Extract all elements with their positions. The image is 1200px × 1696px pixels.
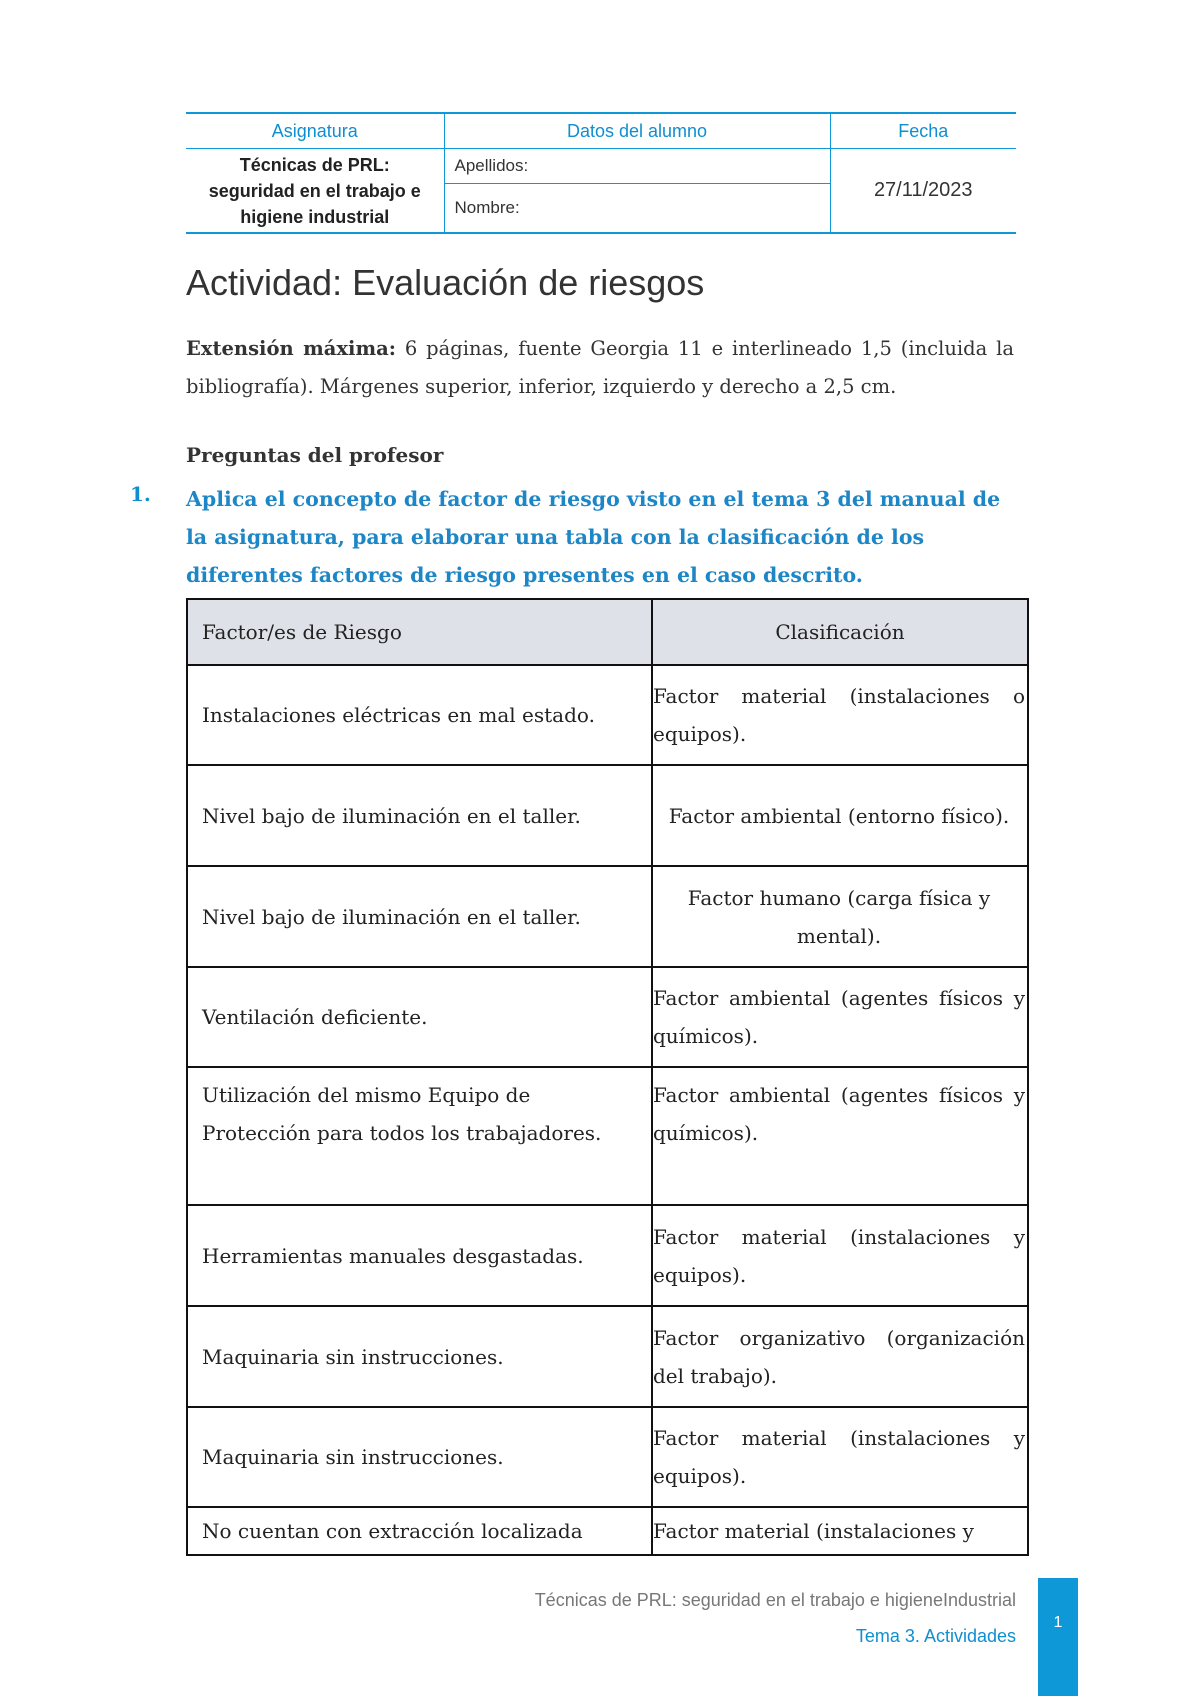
class-cell: Factor humano (carga física y mental). (652, 866, 1028, 967)
class-cell: Factor ambiental (agentes físicos y químicos). (652, 967, 1028, 1067)
header-col-date: Fecha (830, 113, 1016, 149)
factor-cell: Maquinaria sin instrucciones. (187, 1407, 652, 1507)
factor-cell: Utilización del mismo Equipo de Protección para todos los trabajadores. (187, 1067, 652, 1205)
subject-line-1: Técnicas de PRL: (239, 154, 390, 175)
question-text: Aplica el concepto de factor de riesgo visto en el tema 3 del manual de la asignatura, para elaborar una tabla con la clasificación de los diferentes factores de riesgo presentes en el caso descrito. (186, 487, 1001, 587)
page-title: Actividad: Evaluación de riesgos (186, 262, 705, 303)
class-cell: Factor ambiental (agentes físicos y químicos). (652, 1067, 1028, 1205)
table-row (187, 866, 1028, 967)
subject-cell (186, 149, 444, 234)
col-class-header: Clasificación (652, 599, 1028, 665)
subject-line-3: higiene industrial (240, 206, 390, 227)
subject-line-2: seguridad en el trabajo e (208, 180, 421, 201)
col-factor-header: Factor/es de Riesgo (187, 599, 652, 665)
surname-field: Apellidos: (444, 149, 830, 184)
table-row (187, 1407, 1028, 1507)
questions-heading: Preguntas del profesor (186, 443, 444, 467)
header-table (186, 112, 1016, 234)
class-cell: Factor organizativo (organización del trabajo). (652, 1306, 1028, 1407)
factor-cell: Nivel bajo de iluminación en el taller. (187, 765, 652, 866)
table-row (187, 1067, 1028, 1205)
factor-cell: No cuentan con extracción localizada (187, 1507, 652, 1555)
table-row (187, 1507, 1028, 1555)
name-field: Nombre: (444, 184, 830, 234)
page-number: 1 (1053, 1614, 1063, 1631)
class-cell: Factor material (instalaciones o equipos). (652, 665, 1028, 765)
table-row (187, 665, 1028, 765)
factor-cell: Maquinaria sin instrucciones. (187, 1306, 652, 1407)
date-value: 27/11/2023 (830, 149, 1016, 234)
footer-topic: Tema 3. Actividades (855, 1626, 1016, 1646)
extension-paragraph (186, 330, 1014, 406)
header-col-subject: Asignatura (186, 113, 444, 149)
class-cell: Factor material (instalaciones y equipos). (652, 1407, 1028, 1507)
class-cell: Factor material (instalaciones y equipos). (652, 1205, 1028, 1306)
class-cell: Factor ambiental (entorno físico). (652, 765, 1028, 866)
factor-cell: Instalaciones eléctricas en mal estado. (187, 665, 652, 765)
extension-text: 6 páginas, fuente Georgia 11 e interlineado 1,5 (incluida la bibliografía). Márgenes superior, inferior, izquierdo y derecho a 2,5 cm. (186, 337, 1014, 398)
table-row (187, 1306, 1028, 1407)
footer-course: Técnicas de PRL: seguridad en el trabajo e higieneIndustrial (534, 1590, 1016, 1610)
risk-table (186, 598, 1029, 1556)
extension-label: Extensión máxima: (186, 337, 396, 360)
class-cell: Factor material (instalaciones y (652, 1507, 1028, 1555)
factor-cell: Ventilación deficiente. (187, 967, 652, 1067)
table-row (187, 967, 1028, 1067)
page-number-badge (1038, 1578, 1078, 1696)
factor-cell: Herramientas manuales desgastadas. (187, 1205, 652, 1306)
question-number: 1. (130, 482, 151, 506)
table-row (187, 765, 1028, 866)
factor-cell: Nivel bajo de iluminación en el taller. (187, 866, 652, 967)
table-row (187, 1205, 1028, 1306)
header-col-student: Datos del alumno (444, 113, 830, 149)
risk-table-header (187, 599, 1028, 665)
